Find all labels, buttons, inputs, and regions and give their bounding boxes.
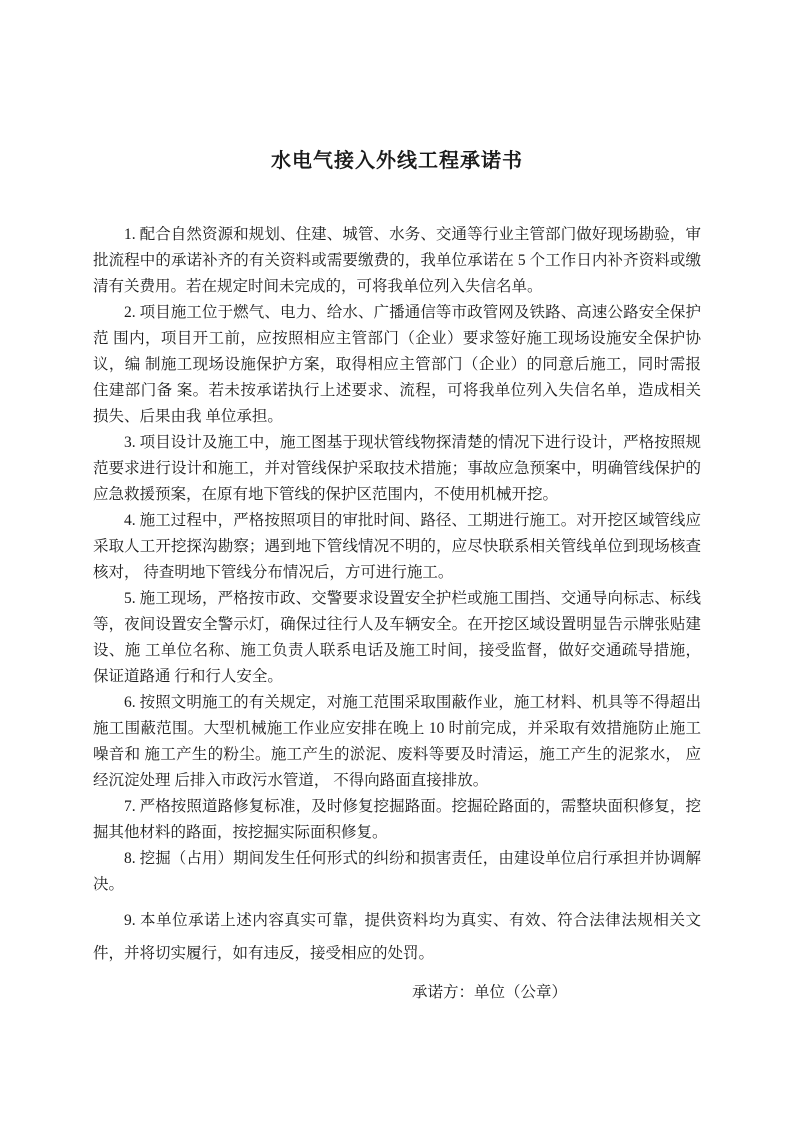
body-paragraph-7: 7. 严格按照道路修复标准，及时修复挖掘路面。挖掘砼路面的，需整块面积修复，挖掘其他材料的路面，按挖掘实际面积修复。 (93, 798, 701, 841)
body-paragraph-8: 8. 挖掘（占用）期间发生任何形式的纠纷和损害责任，由建设单位启行承担并协调解决。 (93, 850, 701, 893)
document-title: 水电气接入外线工程承诺书 (271, 150, 523, 172)
body-paragraph-9: 9. 本单位承诺上述内容真实可靠，提供资料均为真实、有效、符合法律法规相关文件，并将切实履行，如有违反，接受相应的处罚。 (93, 912, 701, 962)
body-paragraph-6: 6. 按照文明施工的有关规定，对施工范围采取围蔽作业，施工材料、机具等不得超出施工围蔽范围。大型机械施工作业应安排在晚上 10 时前完成，并采取有效措施防止施工噪音和 施工产生的粉尘。施工产生的淤泥、废料等要及时清运，施工产生的泥浆水， 应经沉淀处理 后排入市政污水管道， 不得向路面直接排放。 (93, 694, 701, 789)
body-paragraph-3: 3. 项目设计及施工中，施工图基于现状管线物探清楚的情况下进行设计，严格按照规范要求进行设计和施工，并对管线保护采取技术措施；事故应急预案中，明确管线保护的应急救援预案，在原有地下管线的保护区范围内，不使用机械开挖。 (93, 434, 701, 503)
document-body (93, 222, 701, 970)
body-paragraph-5: 5. 施工现场，严格按市政、交警要求设置安全护栏或施工围挡、交通导向标志、标线等，夜间设置安全警示灯，确保过往行人及车辆安全。在开挖区域设置明显告示牌张贴建设、施 工单位名称、施工负责人联系电话及施工时间，接受监督，做好交通疏导措施，保证道路通 行和行人安全。 (93, 590, 701, 685)
body-paragraph-4: 4. 施工过程中，严格按照项目的审批时间、路径、工期进行施工。对开挖区域管线应采取人工开挖探沟勘察；遇到地下管线情况不明的，应尽快联系相关管线单位到现场核查核对， 待查明地下管线分布情况后，方可进行施工。 (93, 512, 701, 581)
body-paragraph-2: 2. 项目施工位于燃气、电力、给水、广播通信等市政管网及铁路、高速公路安全保护范 围内，项目开工前，应按照相应主管部门（企业）要求签好施工现场设施安全保护协议，编 制施工现场设施保护方案，取得相应主管部门（企业）的同意后施工，同时需报住建部门备 案。若未按承诺执行上述要求、流程，可将我单位列入失信名单，造成相关损失、后果由我 单位承担。 (93, 304, 701, 425)
body-paragraph-1: 1. 配合自然资源和规划、住建、城管、水务、交通等行业主管部门做好现场勘验，审批流程中的承诺补齐的有关资料或需要缴费的，我单位承诺在 5 个工作日内补齐资料或缴清有关费用。若在规定时间未完成的，可将我单位列入失信名单。 (93, 226, 701, 295)
signature-line: 承诺方：单位（公章） (411, 984, 567, 1001)
